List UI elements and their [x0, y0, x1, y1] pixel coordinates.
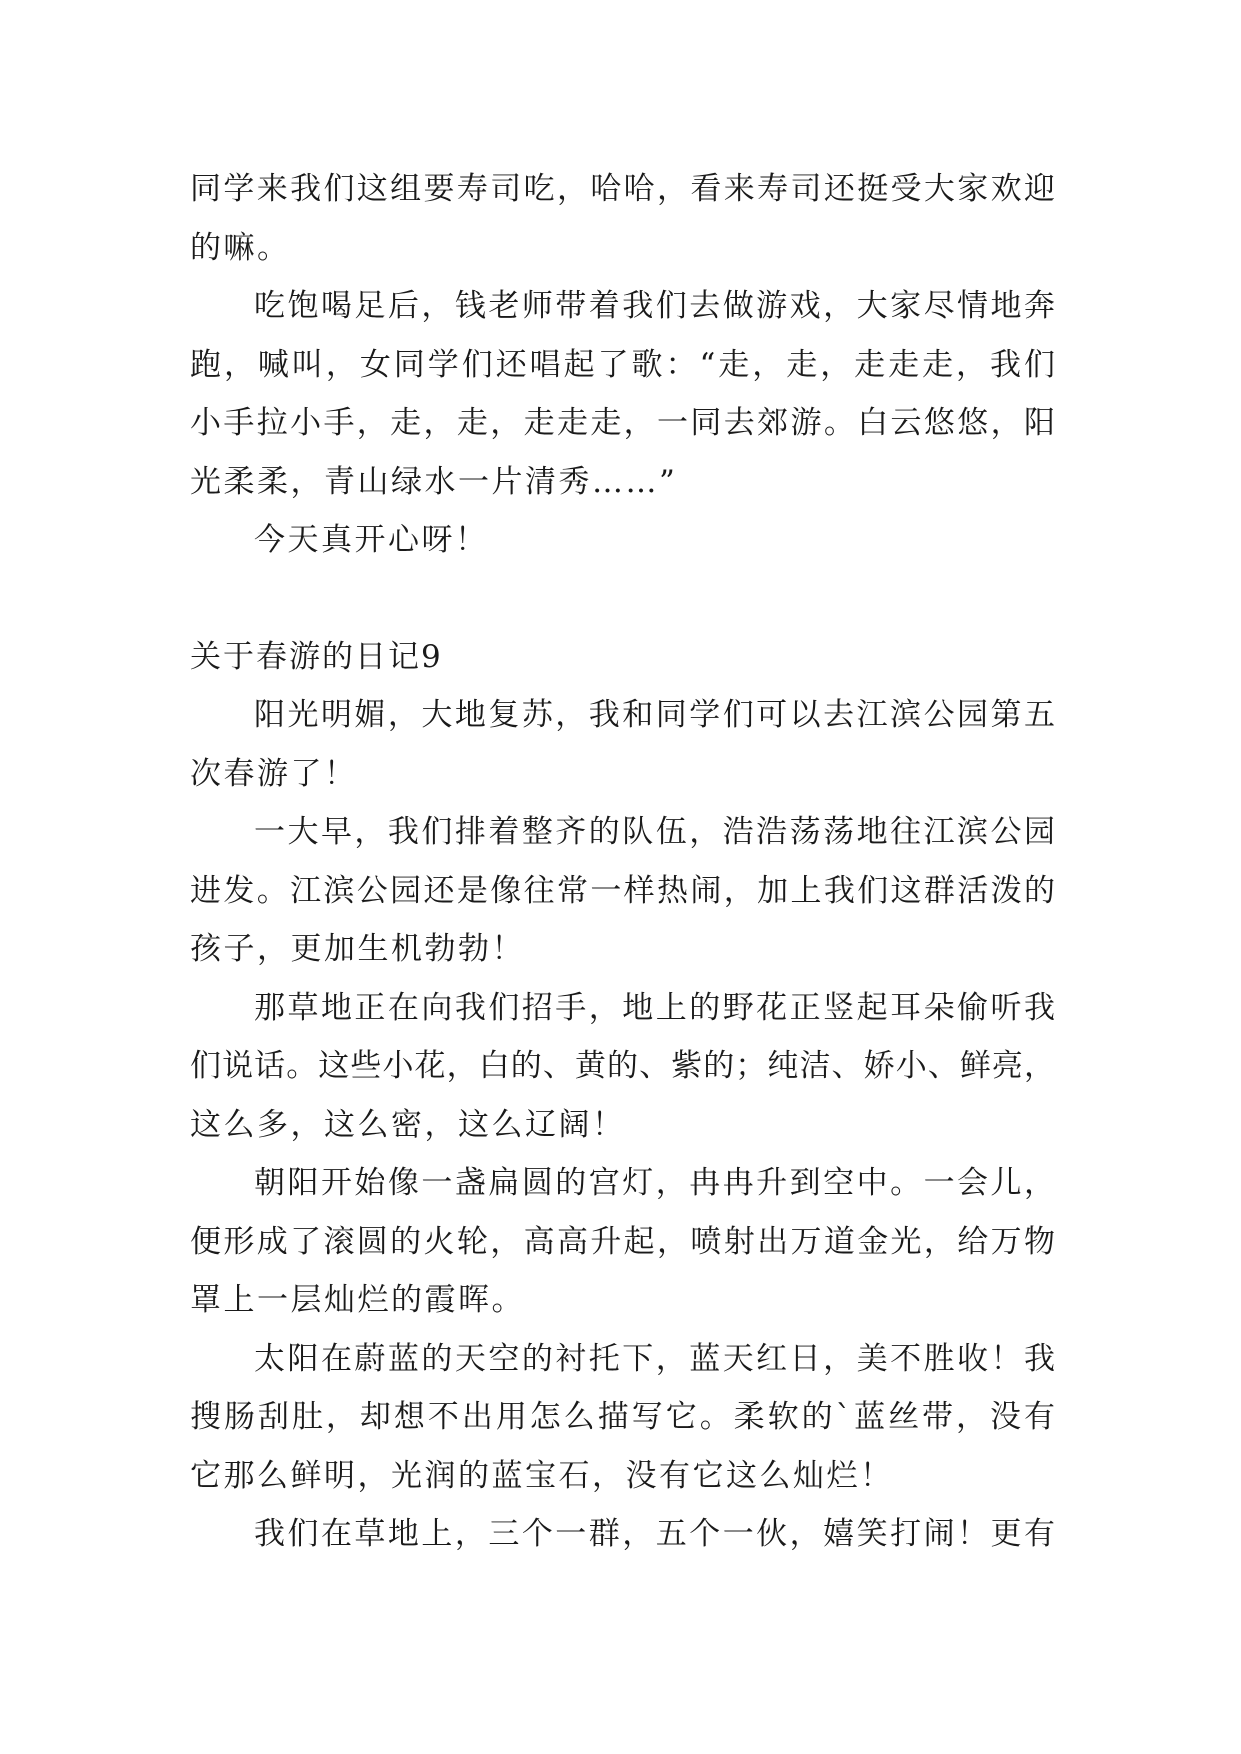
paragraph-line: 孩子，更加生机勃勃！ [190, 931, 525, 967]
paragraph [190, 686, 1055, 803]
paragraph-line: 光柔柔，青山绿水一片清秀……” [190, 463, 678, 500]
paragraph [190, 1505, 1055, 1564]
paragraph-line: 它那么鲜明，光润的蓝宝石，没有它这么灿烂！ [190, 1457, 894, 1494]
paragraph-line: 那草地正在向我们招手，地上的野花正竖起耳朵偷听我 [254, 989, 1055, 1026]
paragraph-line: 们说话。这些小花，白的、黄的、紫的；纯洁、娇小、鲜亮， [190, 1048, 1055, 1084]
paragraph-line: 一大早，我们排着整齐的队伍，浩浩荡荡地往江滨公园 [254, 814, 1055, 850]
paragraph [190, 277, 1055, 511]
paragraph-line: 朝阳开始像一盏扁圆的宫灯，冉冉升到空中。一会儿， [254, 1165, 1055, 1201]
paragraph [190, 979, 1055, 1155]
paragraph-line: 同学来我们这组要寿司吃，哈哈，看来寿司还挺受大家欢迎 [190, 171, 1055, 207]
paragraph-line: 的嘛。 [190, 229, 291, 266]
paragraph-line: 搜肠刮肚，却想不出用怎么描写它。柔软的`蓝丝带，没有 [190, 1399, 1055, 1435]
paragraph [190, 1330, 1055, 1506]
paragraph [190, 511, 1055, 570]
paragraph-line: 吃饱喝足后，钱老师带着我们去做游戏，大家尽情地奔 [254, 288, 1055, 324]
paragraph [190, 803, 1055, 979]
paragraph [190, 160, 1055, 277]
paragraph-line: 阳光明媚，大地复苏，我和同学们可以去江滨公园第五 [254, 697, 1055, 733]
paragraph-line: 进发。江滨公园还是像往常一样热闹，加上我们这群活泼的 [190, 872, 1055, 909]
paragraph-line: 小手拉小手，走，走，走走走，一同去郊游。白云悠悠，阳 [190, 405, 1055, 441]
paragraph-line: 我们在草地上，三个一群，五个一伙，嬉笑打闹！更有 [254, 1516, 1055, 1552]
document-body [190, 160, 1055, 1564]
paragraph-line: 今天真开心呀！ [254, 522, 489, 558]
paragraph-line: 这么多，这么密，这么辽阔！ [190, 1106, 626, 1143]
section-title [190, 628, 1055, 687]
paragraph [190, 1154, 1055, 1330]
paragraph-line: 罩上一层灿烂的霞晖。 [190, 1282, 525, 1318]
section-gap [190, 570, 1055, 628]
paragraph-line: 次春游了！ [190, 755, 358, 792]
paragraph-line: 跑，喊叫，女同学们还唱起了歌：“走，走，走走走，我们 [190, 346, 1055, 383]
paragraph-line: 便形成了滚圆的火轮，高高升起，喷射出万道金光，给万物 [190, 1223, 1055, 1260]
title-line: 关于春游的日记9 [190, 638, 443, 675]
paragraph-line: 太阳在蔚蓝的天空的衬托下，蓝天红日，美不胜收！我 [254, 1340, 1055, 1377]
